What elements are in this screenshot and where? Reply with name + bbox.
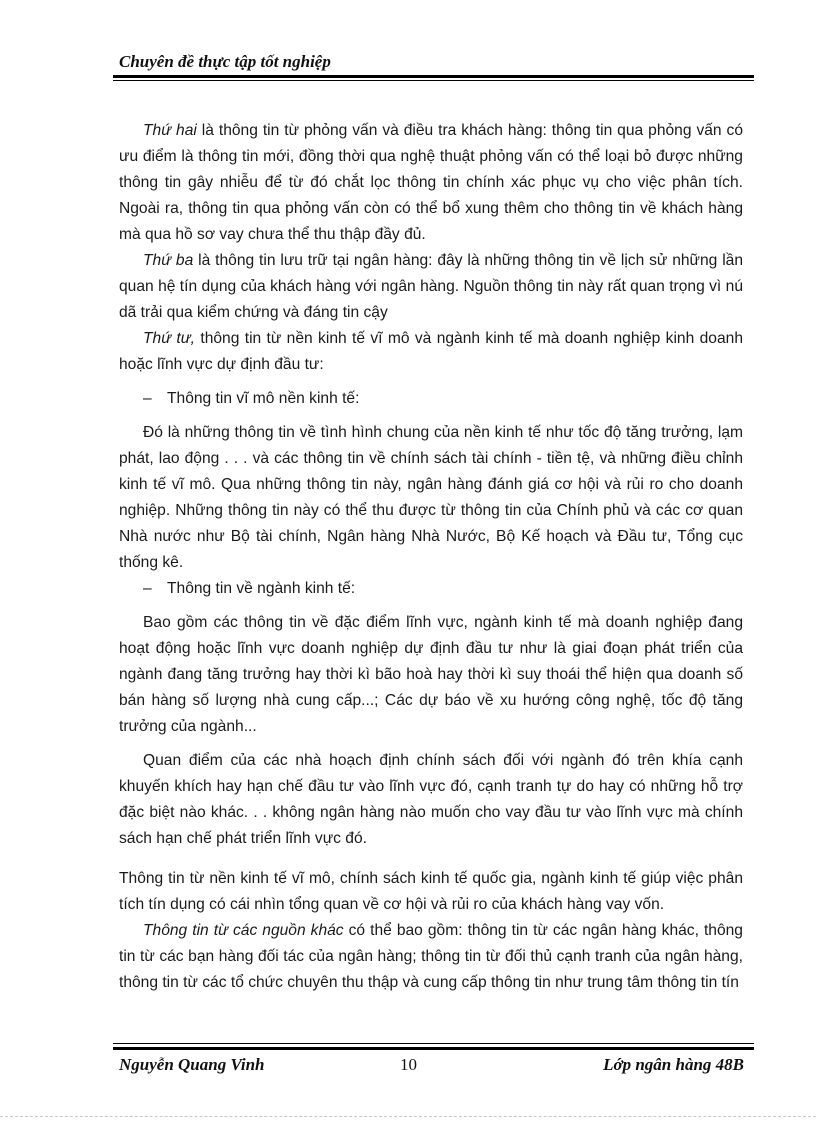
paragraph-policy: Quan điểm của các nhà hoạch định chính sách đối với ngành đó trên khía cạnh khuyến khích hay hạn chế đầu tư vào lĩnh vực đó, cạnh tranh tự do hay có những hỗ trợ đặc biệt nào khác. . . không ngân hàng nào muốn cho vay đầu tư vào lĩnh vực mà chính sách hạn chế phát triển lĩnh vực đó.: [119, 752, 743, 847]
paragraph-macro-detail: Đó là những thông tin về tình hình chung của nền kinh tế như tốc độ tăng trưởng, lạm phát, lao động . . . và các thông tin về chính sách tài chính - tiền tệ, và những điều chỉnh kinh tế vĩ mô. Qua những thông tin này, ngân hàng đánh giá cơ hội và rủi ro cho doanh nghiệp. Những thông tin này có thể thu được từ thông tin của Chính phủ và các cơ quan Nhà nước như Bộ tài chính, Ngân hàng Nhà Nước, Bộ Kế hoạch và Đầu tư, Tổng cục thống kê.: [119, 424, 743, 571]
paragraph-summary: Thông tin từ nền kinh tế vĩ mô, chính sách kinh tế quốc gia, ngành kinh tế giúp việc phân tích tín dụng có cái nhìn tổng quan về cơ hội và rủi ro của khách hàng vay vốn.: [119, 870, 743, 913]
page-bottom-edge: [0, 1116, 816, 1117]
paragraph-text: là thông tin từ phỏng vấn và điều tra khách hàng: thông tin qua phỏng vấn có ưu điểm là thông tin mới, đồng thời qua nghệ thuật phỏng vấn có thể loại bỏ được những thông tin gây nhiễu để từ đó chắt lọc thông tin chính xác phục vụ cho việc phân tích. Ngoài ra, thông tin qua phỏng vấn còn có thể bổ xung thêm cho thông tin về khách hàng mà qua hồ sơ vay chưa thể thu thập đầy đủ.: [119, 122, 743, 243]
paragraph-lead: Thông tin từ các nguồn khác: [143, 922, 344, 939]
header-rule-thin: [113, 80, 754, 81]
bullet-text: Thông tin vĩ mô nền kinh tế:: [167, 390, 360, 407]
footer-rule-thin: [113, 1043, 754, 1044]
paragraph-text: là thông tin lưu trữ tại ngân hàng: đây là những thông tin về lịch sử những lần quan hệ tín dụng của khách hàng với ngân hàng. Nguồn thông tin này rất quan trọng vì nú dã trải qua kiểm chứng và đáng tin cậy: [119, 252, 744, 321]
document-body: [119, 118, 743, 996]
paragraph-thu-ba: [119, 248, 743, 326]
bullet-dash: –: [143, 580, 152, 597]
page-number: 10: [400, 1055, 417, 1074]
bullet-text: Thông tin về ngành kinh tế:: [167, 580, 356, 597]
paragraph-industry-detail: Bao gồm các thông tin về đặc điểm lĩnh vực, ngành kinh tế mà doanh nghiệp đang hoạt động hoặc lĩnh vực doanh nghiệp dự định đầu tư như là giai đoạn phát triển của ngành đang tăng trưởng hay thời kì bão hoà hay thời kì suy thoái thể hiện qua doanh số bán hàng số lượng nhà cung cấp...; Các dự báo về xu hướng công nghệ, tốc độ tăng trưởng của ngành...: [119, 614, 743, 735]
paragraph-text: thông tin từ nền kinh tế vĩ mô và ngành kinh tế mà doanh nghiệp kinh doanh hoặc lĩnh vực dự định đầu tư:: [119, 330, 743, 373]
footer-rule-thick: [113, 1047, 754, 1050]
header-rule-thick: [113, 75, 754, 78]
paragraph-lead: Thứ hai: [143, 122, 197, 139]
footer-author: Nguyễn Quang Vinh: [119, 1055, 265, 1074]
paragraph-lead: Thứ ba: [143, 252, 194, 269]
paragraph-thu-tu: [119, 326, 743, 378]
paragraph-text: có thể bao gồm: thông tin từ các ngân hàng khác, thông tin từ các bạn hàng đối tác của ngân hàng; thông tin từ đối thủ cạnh tranh của ngân hàng, thông tin từ các tổ chức chuyên thu thập và cung cấp thông tin như trung tâm thông tin tín: [119, 922, 743, 991]
paragraph-lead: Thứ tư,: [143, 330, 195, 347]
page-header-title: Chuyên đề thực tập tốt nghiệp: [119, 52, 331, 71]
bullet-macro-info: [119, 386, 743, 412]
footer-class-name: Lớp ngân hàng 48B: [603, 1055, 744, 1074]
paragraph-other-sources: [119, 918, 743, 996]
paragraph-thu-hai: [119, 118, 743, 248]
bullet-dash: –: [143, 390, 152, 407]
bullet-industry-info: [119, 576, 743, 602]
